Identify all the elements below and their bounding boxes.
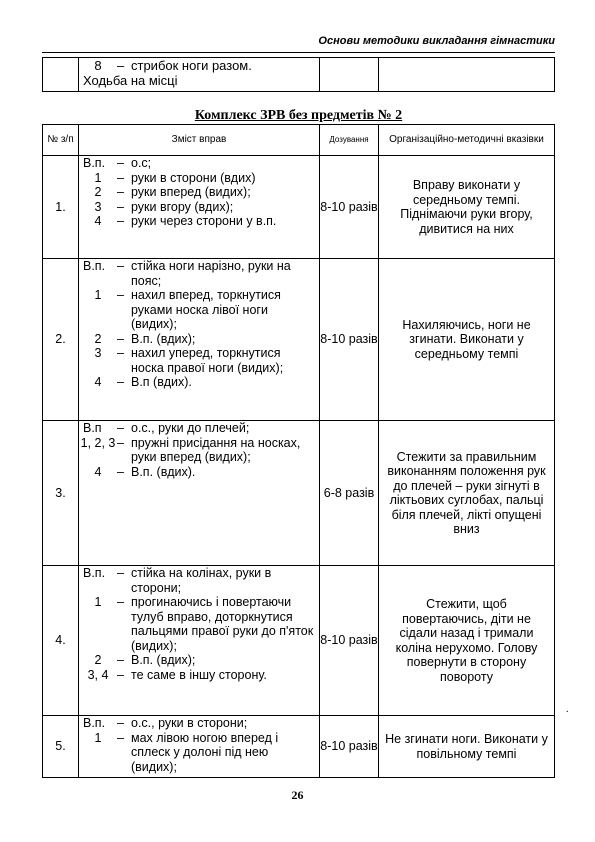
exercise-content bbox=[79, 156, 320, 259]
dash: – bbox=[117, 259, 124, 273]
dash: – bbox=[117, 185, 124, 199]
dash: – bbox=[117, 421, 124, 435]
continuation-table bbox=[42, 57, 555, 92]
page-number: 26 bbox=[291, 788, 304, 802]
dash: – bbox=[117, 435, 124, 450]
exercise-text: пружні присідання на носках, руки вперед (видих); bbox=[131, 435, 301, 464]
exercise-text: нахил уперед, торкнутися носка правої ноги (видих); bbox=[131, 346, 284, 375]
continuation-dosage-cell bbox=[320, 58, 379, 92]
count-key: 3 bbox=[94, 199, 102, 214]
row-number: 2. bbox=[43, 259, 79, 421]
exercise-line bbox=[79, 185, 319, 200]
exercise-text: руки в сторони (вдих) bbox=[131, 170, 256, 185]
dash: – bbox=[117, 375, 124, 389]
row-number: 4. bbox=[43, 566, 79, 716]
table-row bbox=[43, 421, 555, 566]
exercise-line bbox=[79, 566, 319, 595]
dash: – bbox=[117, 464, 124, 479]
exercise-line bbox=[79, 200, 319, 215]
exercise-text: о.с; bbox=[131, 156, 152, 170]
col-header-content: Зміст вправ bbox=[79, 125, 320, 156]
col-header-dosage: Дозування bbox=[320, 125, 379, 156]
exercise-content bbox=[79, 566, 320, 716]
exercise-content bbox=[79, 716, 320, 778]
dash: – bbox=[117, 288, 124, 302]
exercise-rows bbox=[43, 156, 555, 778]
dash: – bbox=[117, 214, 124, 228]
exercise-line bbox=[79, 421, 319, 436]
exercise-text: стрибок ноги разом. bbox=[131, 58, 252, 73]
exercise-text: прогинаючись і повертаючи тулуб вправо, доторкнутися пальцями правої руки до п'яток (видих); bbox=[131, 595, 314, 653]
exercise-text: руки через сторони у в.п. bbox=[131, 214, 277, 228]
dash: – bbox=[117, 730, 124, 745]
table-header-row bbox=[43, 125, 555, 156]
count-key: В.п bbox=[83, 421, 102, 435]
notes-cell: Нахиляючись, ноги не згинати. Виконати у середньому темпі bbox=[379, 259, 555, 421]
exercise-text: руки вперед (видих); bbox=[131, 185, 251, 199]
table-row bbox=[43, 156, 555, 259]
table-row bbox=[43, 716, 555, 778]
exercise-line bbox=[79, 214, 319, 229]
exercise-line bbox=[79, 595, 319, 653]
exercise-text: руки вгору (вдих); bbox=[131, 199, 234, 214]
exercise-line bbox=[79, 58, 319, 73]
exercise-table bbox=[42, 124, 555, 778]
exercise-line bbox=[79, 375, 319, 390]
notes-cell: Не згинати ноги. Виконати у повільному темпі bbox=[379, 716, 555, 778]
header-rule bbox=[42, 52, 555, 53]
count-key: 2 bbox=[94, 331, 102, 346]
dash: – bbox=[117, 653, 124, 667]
exercise-text: о.с., руки в сторони; bbox=[131, 716, 248, 730]
continuation-content-cell bbox=[79, 58, 320, 92]
count-key: 4 bbox=[94, 214, 102, 228]
dash: – bbox=[117, 170, 124, 185]
dash: – bbox=[117, 156, 124, 170]
exercise-content bbox=[79, 259, 320, 421]
dosage-cell: 8-10 разів bbox=[320, 156, 379, 259]
exercise-text: мах лівою ногою вперед і сплеск у долоні під нею (видих); bbox=[131, 730, 279, 774]
exercise-text: В.п. (вдих); bbox=[131, 331, 196, 346]
count-key: В.п. bbox=[83, 156, 106, 170]
dosage-cell: 8-10 разів bbox=[320, 716, 379, 778]
count-key: 1 bbox=[94, 288, 102, 302]
exercise-text: нахил вперед, торкнутися руками носка лівої ноги (видих); bbox=[131, 288, 281, 331]
dash: – bbox=[117, 58, 125, 73]
dosage-cell: 6-8 разів bbox=[320, 421, 379, 566]
continuation-notes-cell bbox=[379, 58, 555, 92]
dash: – bbox=[117, 667, 124, 682]
count-key: 2 bbox=[94, 185, 102, 199]
complex-title: Комплекс ЗРВ без предметів № 2 bbox=[194, 108, 403, 123]
row-number: 3. bbox=[43, 421, 79, 566]
table-row bbox=[43, 58, 555, 92]
exercise-line bbox=[79, 288, 319, 332]
dash: – bbox=[117, 346, 124, 360]
exercise-line bbox=[79, 332, 319, 347]
exercise-text: В.п. (вдих). bbox=[131, 464, 196, 479]
dash: – bbox=[117, 716, 124, 730]
exercise-content bbox=[79, 421, 320, 566]
exercise-line bbox=[79, 716, 319, 731]
col-header-notes: Організаційно-методичні вказівки bbox=[379, 125, 555, 156]
table-row bbox=[43, 259, 555, 421]
table-row bbox=[43, 566, 555, 716]
exercise-line bbox=[79, 156, 319, 171]
exercise-text: стійка ноги нарізно, руки на пояс; bbox=[131, 259, 291, 288]
dash: – bbox=[117, 331, 124, 346]
count-key: В.п. bbox=[83, 566, 106, 580]
dash: – bbox=[117, 595, 124, 609]
exercise-line bbox=[79, 259, 319, 288]
exercise-line bbox=[79, 465, 319, 480]
exercise-text: В.п (вдих). bbox=[131, 375, 192, 389]
continuation-num-cell bbox=[43, 58, 79, 92]
exercise-text: те саме в іншу сторону. bbox=[131, 667, 267, 682]
running-header: Основи методики викладання гімнастики bbox=[318, 35, 555, 47]
exercise-line bbox=[79, 653, 319, 668]
exercise-line bbox=[79, 436, 319, 465]
count-key: 3 bbox=[94, 346, 102, 360]
dash: – bbox=[117, 566, 124, 580]
count-key: 8 bbox=[94, 58, 102, 73]
exercise-line bbox=[79, 668, 319, 683]
exercise-line bbox=[79, 171, 319, 186]
exercise-text: стійка на колінах, руки в сторони; bbox=[131, 566, 272, 595]
exercise-line bbox=[79, 346, 319, 375]
row-number: 5. bbox=[43, 716, 79, 778]
exercise-line bbox=[79, 731, 319, 775]
count-key: 4 bbox=[94, 464, 102, 479]
count-key: 3, 4 bbox=[87, 667, 109, 682]
count-key: 1 bbox=[94, 730, 102, 745]
notes-cell: Вправу виконати у середньому темпі. Піднімаючи руки вгору, дивитися на них bbox=[379, 156, 555, 259]
count-key: 4 bbox=[94, 375, 102, 389]
count-key: В.п. bbox=[83, 259, 106, 273]
exercise-text-continued: Ходьба на місці bbox=[83, 73, 178, 88]
notes-cell: Стежити за правильним виконанням положення рук до плечей – руки зігнуті в ліктьових суглобах, пальці біля плечей, лікті опущені вниз bbox=[379, 421, 555, 566]
notes-cell: Стежити, щоб повертаючись, діти не сідали назад і тримали коліна нерухомо. Голову повернути в сторону повороту bbox=[379, 566, 555, 716]
count-key: В.п. bbox=[83, 716, 106, 730]
row-number: 1. bbox=[43, 156, 79, 259]
col-header-num: № з/п bbox=[43, 125, 79, 156]
exercise-text: В.п. (вдих); bbox=[131, 653, 196, 667]
stray-mark: . bbox=[566, 704, 569, 715]
exercise-text: о.с., руки до плечей; bbox=[131, 421, 250, 435]
dosage-cell: 8-10 разів bbox=[320, 259, 379, 421]
dosage-cell: 8-10 разів bbox=[320, 566, 379, 716]
count-key: 2 bbox=[94, 653, 102, 667]
count-key: 1 bbox=[94, 595, 102, 609]
dash: – bbox=[117, 199, 124, 214]
count-key: 1 bbox=[94, 170, 102, 185]
count-key: 1, 2, 3 bbox=[80, 435, 116, 450]
